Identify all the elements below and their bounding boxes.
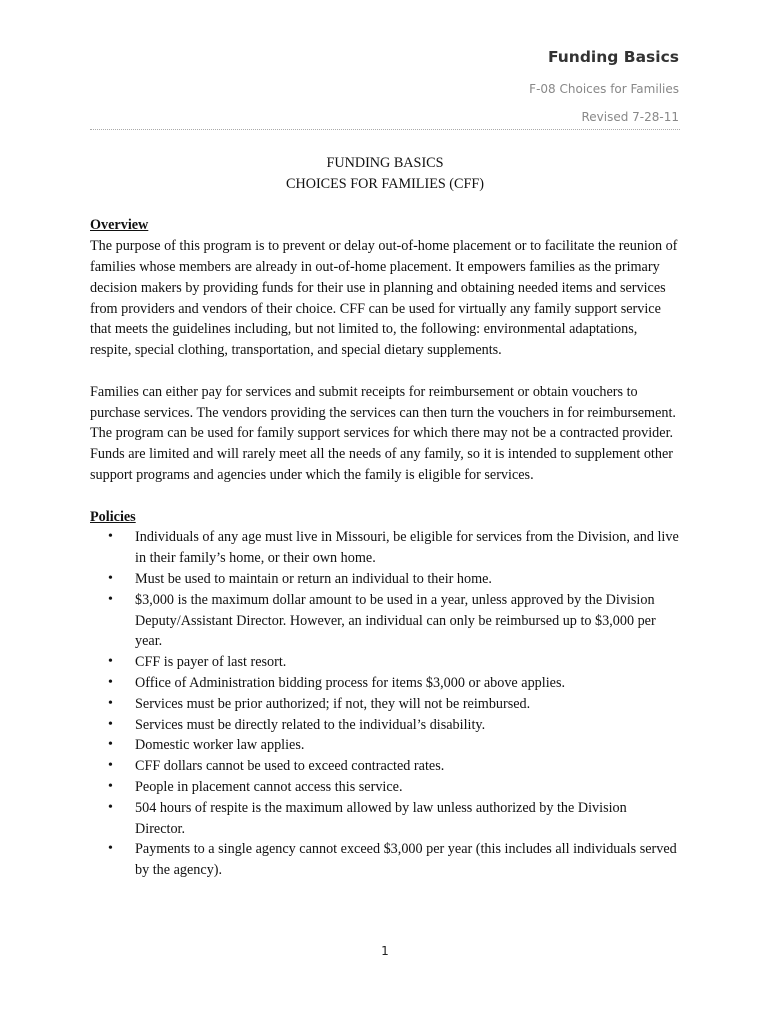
document-body bbox=[90, 153, 680, 881]
policy-item: • Office of Administration bidding process for items $3,000 or above applies. bbox=[135, 673, 680, 694]
policy-item: • CFF dollars cannot be used to exceed contracted rates. bbox=[135, 756, 680, 777]
overview-heading: Overview bbox=[90, 217, 149, 234]
policy-item: • People in placement cannot access this service. bbox=[135, 777, 680, 798]
policy-item: • Payments to a single agency cannot exceed $3,000 per year (this includes all individuals served by the agency). bbox=[135, 839, 680, 881]
policy-item: • Services must be prior authorized; if not, they will not be reimbursed. bbox=[135, 694, 680, 715]
header-subtitle: F-08 Choices for Families bbox=[529, 82, 679, 96]
header-revised-date: Revised 7-28-11 bbox=[581, 110, 679, 124]
title-line-2: CHOICES FOR FAMILIES (CFF) bbox=[285, 175, 484, 192]
header-title: Funding Basics bbox=[547, 48, 679, 66]
page-number: 1 bbox=[381, 944, 389, 958]
policy-item: • Individuals of any age must live in Missouri, be eligible for services from the Division, and live in their family’s home, or their own home. bbox=[135, 527, 680, 569]
policy-item: • Domestic worker law applies. bbox=[135, 735, 680, 756]
policies-list bbox=[90, 527, 680, 881]
title-line-1: FUNDING BASICS bbox=[326, 155, 444, 171]
page-header bbox=[529, 42, 679, 124]
policy-item: • $3,000 is the maximum dollar amount to be used in a year, unless approved by the Division Deputy/Assistant Director. However, an individual can only be reimbursed up to $3,000 per year. bbox=[135, 590, 680, 652]
policy-item: • 504 hours of respite is the maximum allowed by law unless authorized by the Division Director. bbox=[135, 798, 680, 840]
document-title bbox=[90, 153, 680, 195]
header-divider bbox=[90, 129, 680, 130]
overview-paragraph-2: Families can either pay for services and submit receipts for reimbursement or obtain vouchers to purchase services. The vendors providing the services can then turn the vouchers in for reimbursement. The program can be used for family support services for which there may not be a contracted provider. Funds are limited and will rarely meet all the needs of any family, so it is intended to supplement other support programs and agencies under which the family is eligible for services. bbox=[90, 383, 676, 483]
overview-paragraph-1: The purpose of this program is to prevent or delay out-of-home placement or to facilitate the reunion of families whose members are already in out-of-home placement. It empowers families as the primary decision makers by providing funds for their use in planning and obtaining needed items and services from providers and vendors of their choice. CFF can be used for virtually any family support service that meets the guidelines including, but not limited to, the following: environmental adaptations, respite, special clothing, transportation, and special dietary supplements. bbox=[90, 238, 678, 359]
policy-item: • Must be used to maintain or return an individual to their home. bbox=[135, 569, 680, 590]
policy-item: • Services must be directly related to the individual’s disability. bbox=[135, 715, 680, 736]
policies-heading: Policies bbox=[90, 508, 136, 525]
policy-item: • CFF is payer of last resort. bbox=[135, 652, 680, 673]
